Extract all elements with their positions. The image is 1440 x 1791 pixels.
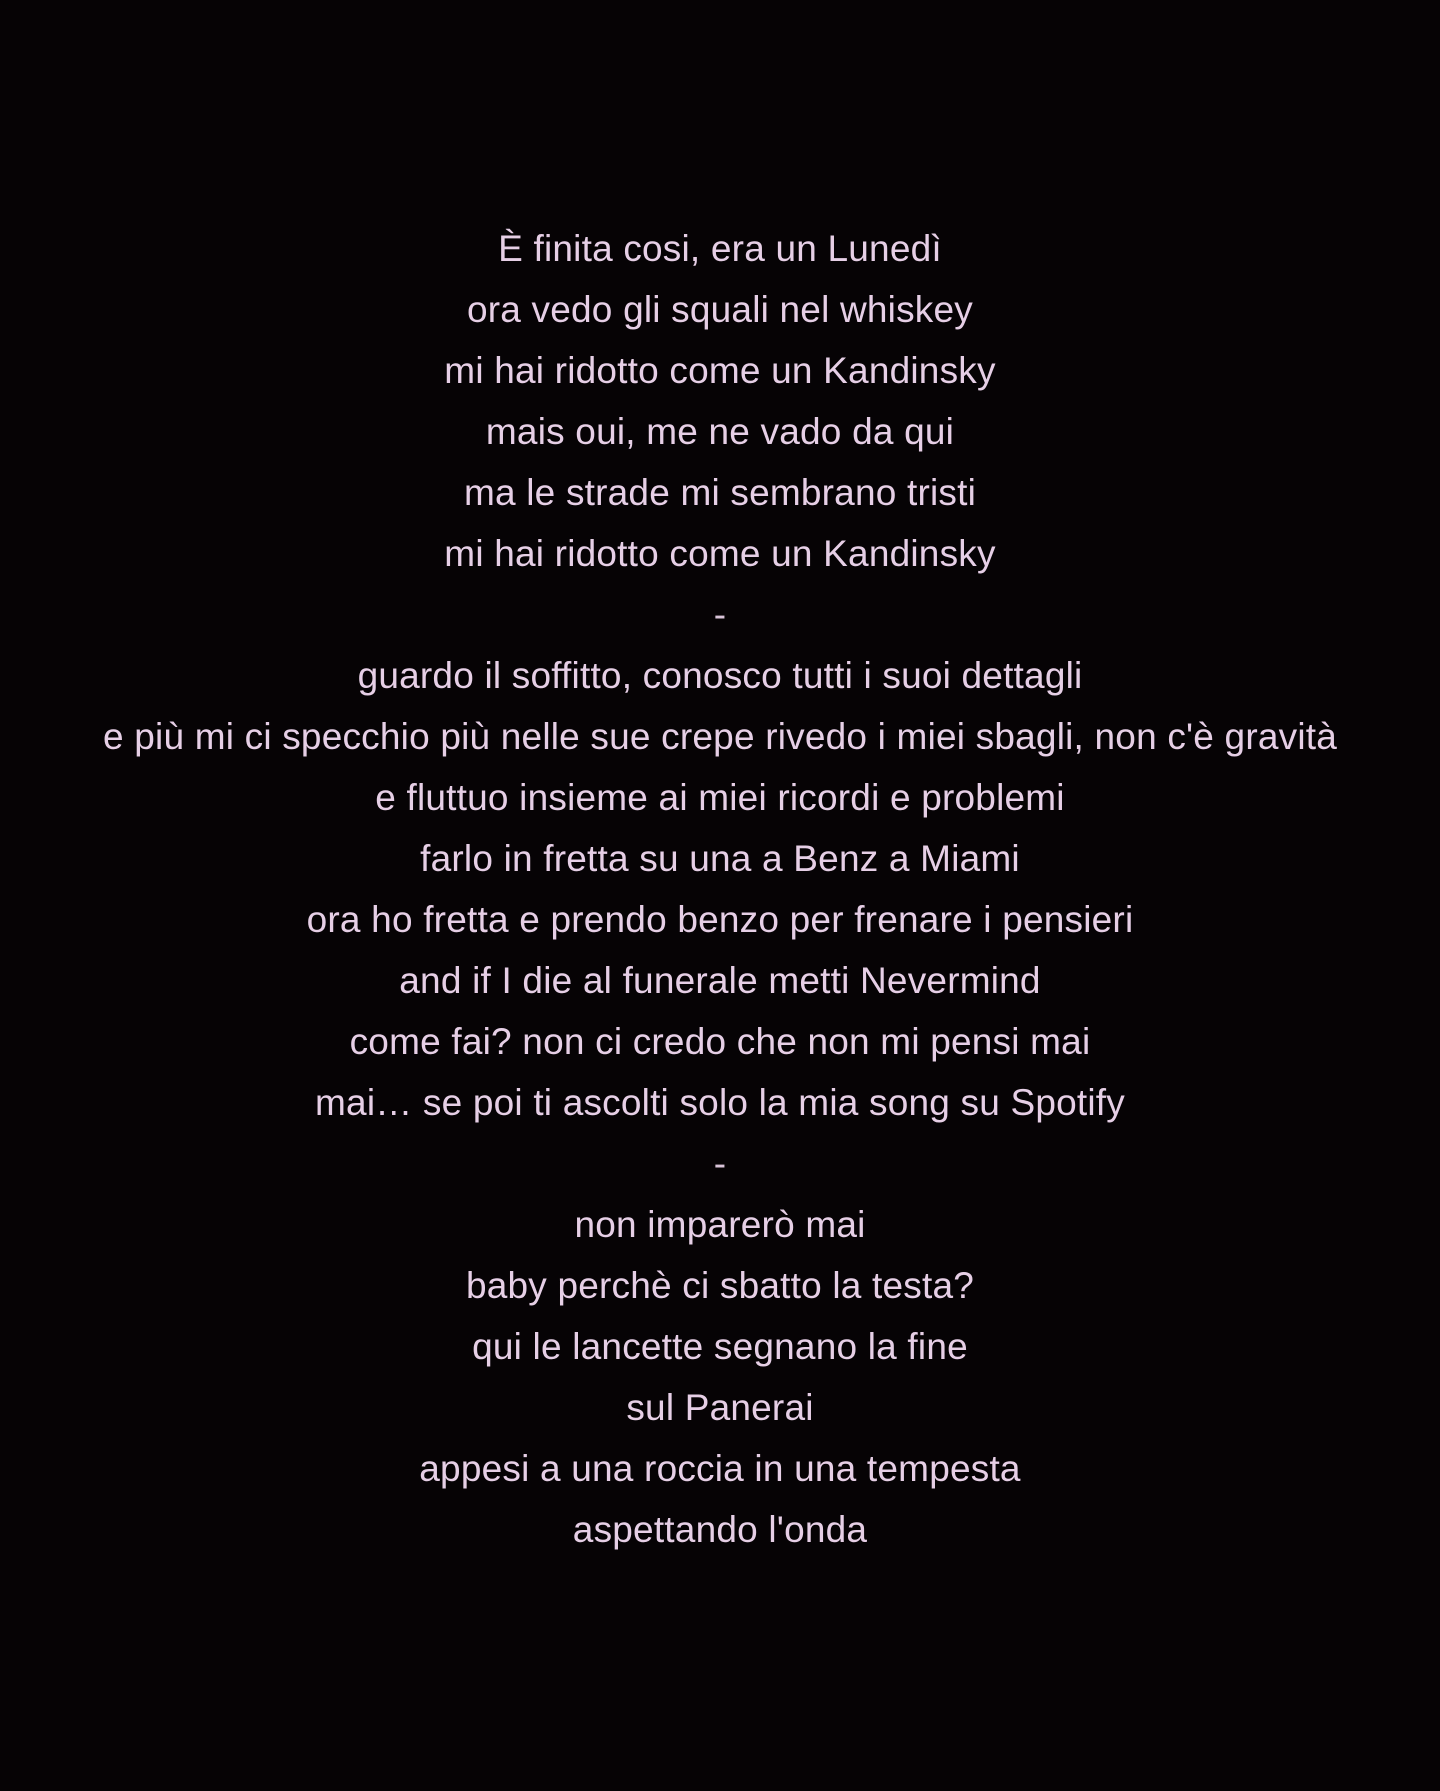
lyric-line: guardo il soffitto, conosco tutti i suoi dettagli	[357, 655, 1083, 696]
lyric-line: ora vedo gli squali nel whiskey	[467, 289, 973, 330]
lyric-line: and if I die al funerale metti Nevermind	[399, 960, 1041, 1001]
lyric-line: mi hai ridotto come un Kandinsky	[444, 350, 996, 391]
lyric-line: È finita cosi, era un Lunedì	[498, 228, 942, 269]
lyric-line: farlo in fretta su una a Benz a Miami	[420, 838, 1020, 879]
lyric-line: e più mi ci specchio più nelle sue crepe rivedo i miei sbagli, non c'è gravità	[102, 716, 1338, 757]
lyric-line: mais oui, me ne vado da qui	[485, 411, 955, 452]
lyric-line: ora ho fretta e prendo benzo per frenare i pensieri	[306, 899, 1134, 940]
lyric-line: non imparerò mai	[574, 1204, 866, 1245]
lyric-separator: -	[713, 594, 727, 635]
lyric-line: mai… se poi ti ascolti solo la mia song su Spotify	[315, 1082, 1125, 1123]
lyric-line: mi hai ridotto come un Kandinsky	[444, 533, 996, 574]
lyric-line: qui le lancette segnano la fine	[472, 1326, 968, 1367]
lyric-line: appesi a una roccia in una tempesta	[419, 1448, 1021, 1489]
lyric-line: aspettando l'onda	[572, 1509, 868, 1550]
lyric-line: baby perchè ci sbatto la testa?	[465, 1265, 975, 1306]
lyric-line: ma le strade mi sembrano tristi	[463, 472, 977, 513]
lyric-line: sul Panerai	[626, 1387, 814, 1428]
lyric-line: come fai? non ci credo che non mi pensi mai	[349, 1021, 1091, 1062]
lyric-separator: -	[713, 1143, 727, 1184]
lyric-line: e fluttuo insieme ai miei ricordi e problemi	[375, 777, 1065, 818]
